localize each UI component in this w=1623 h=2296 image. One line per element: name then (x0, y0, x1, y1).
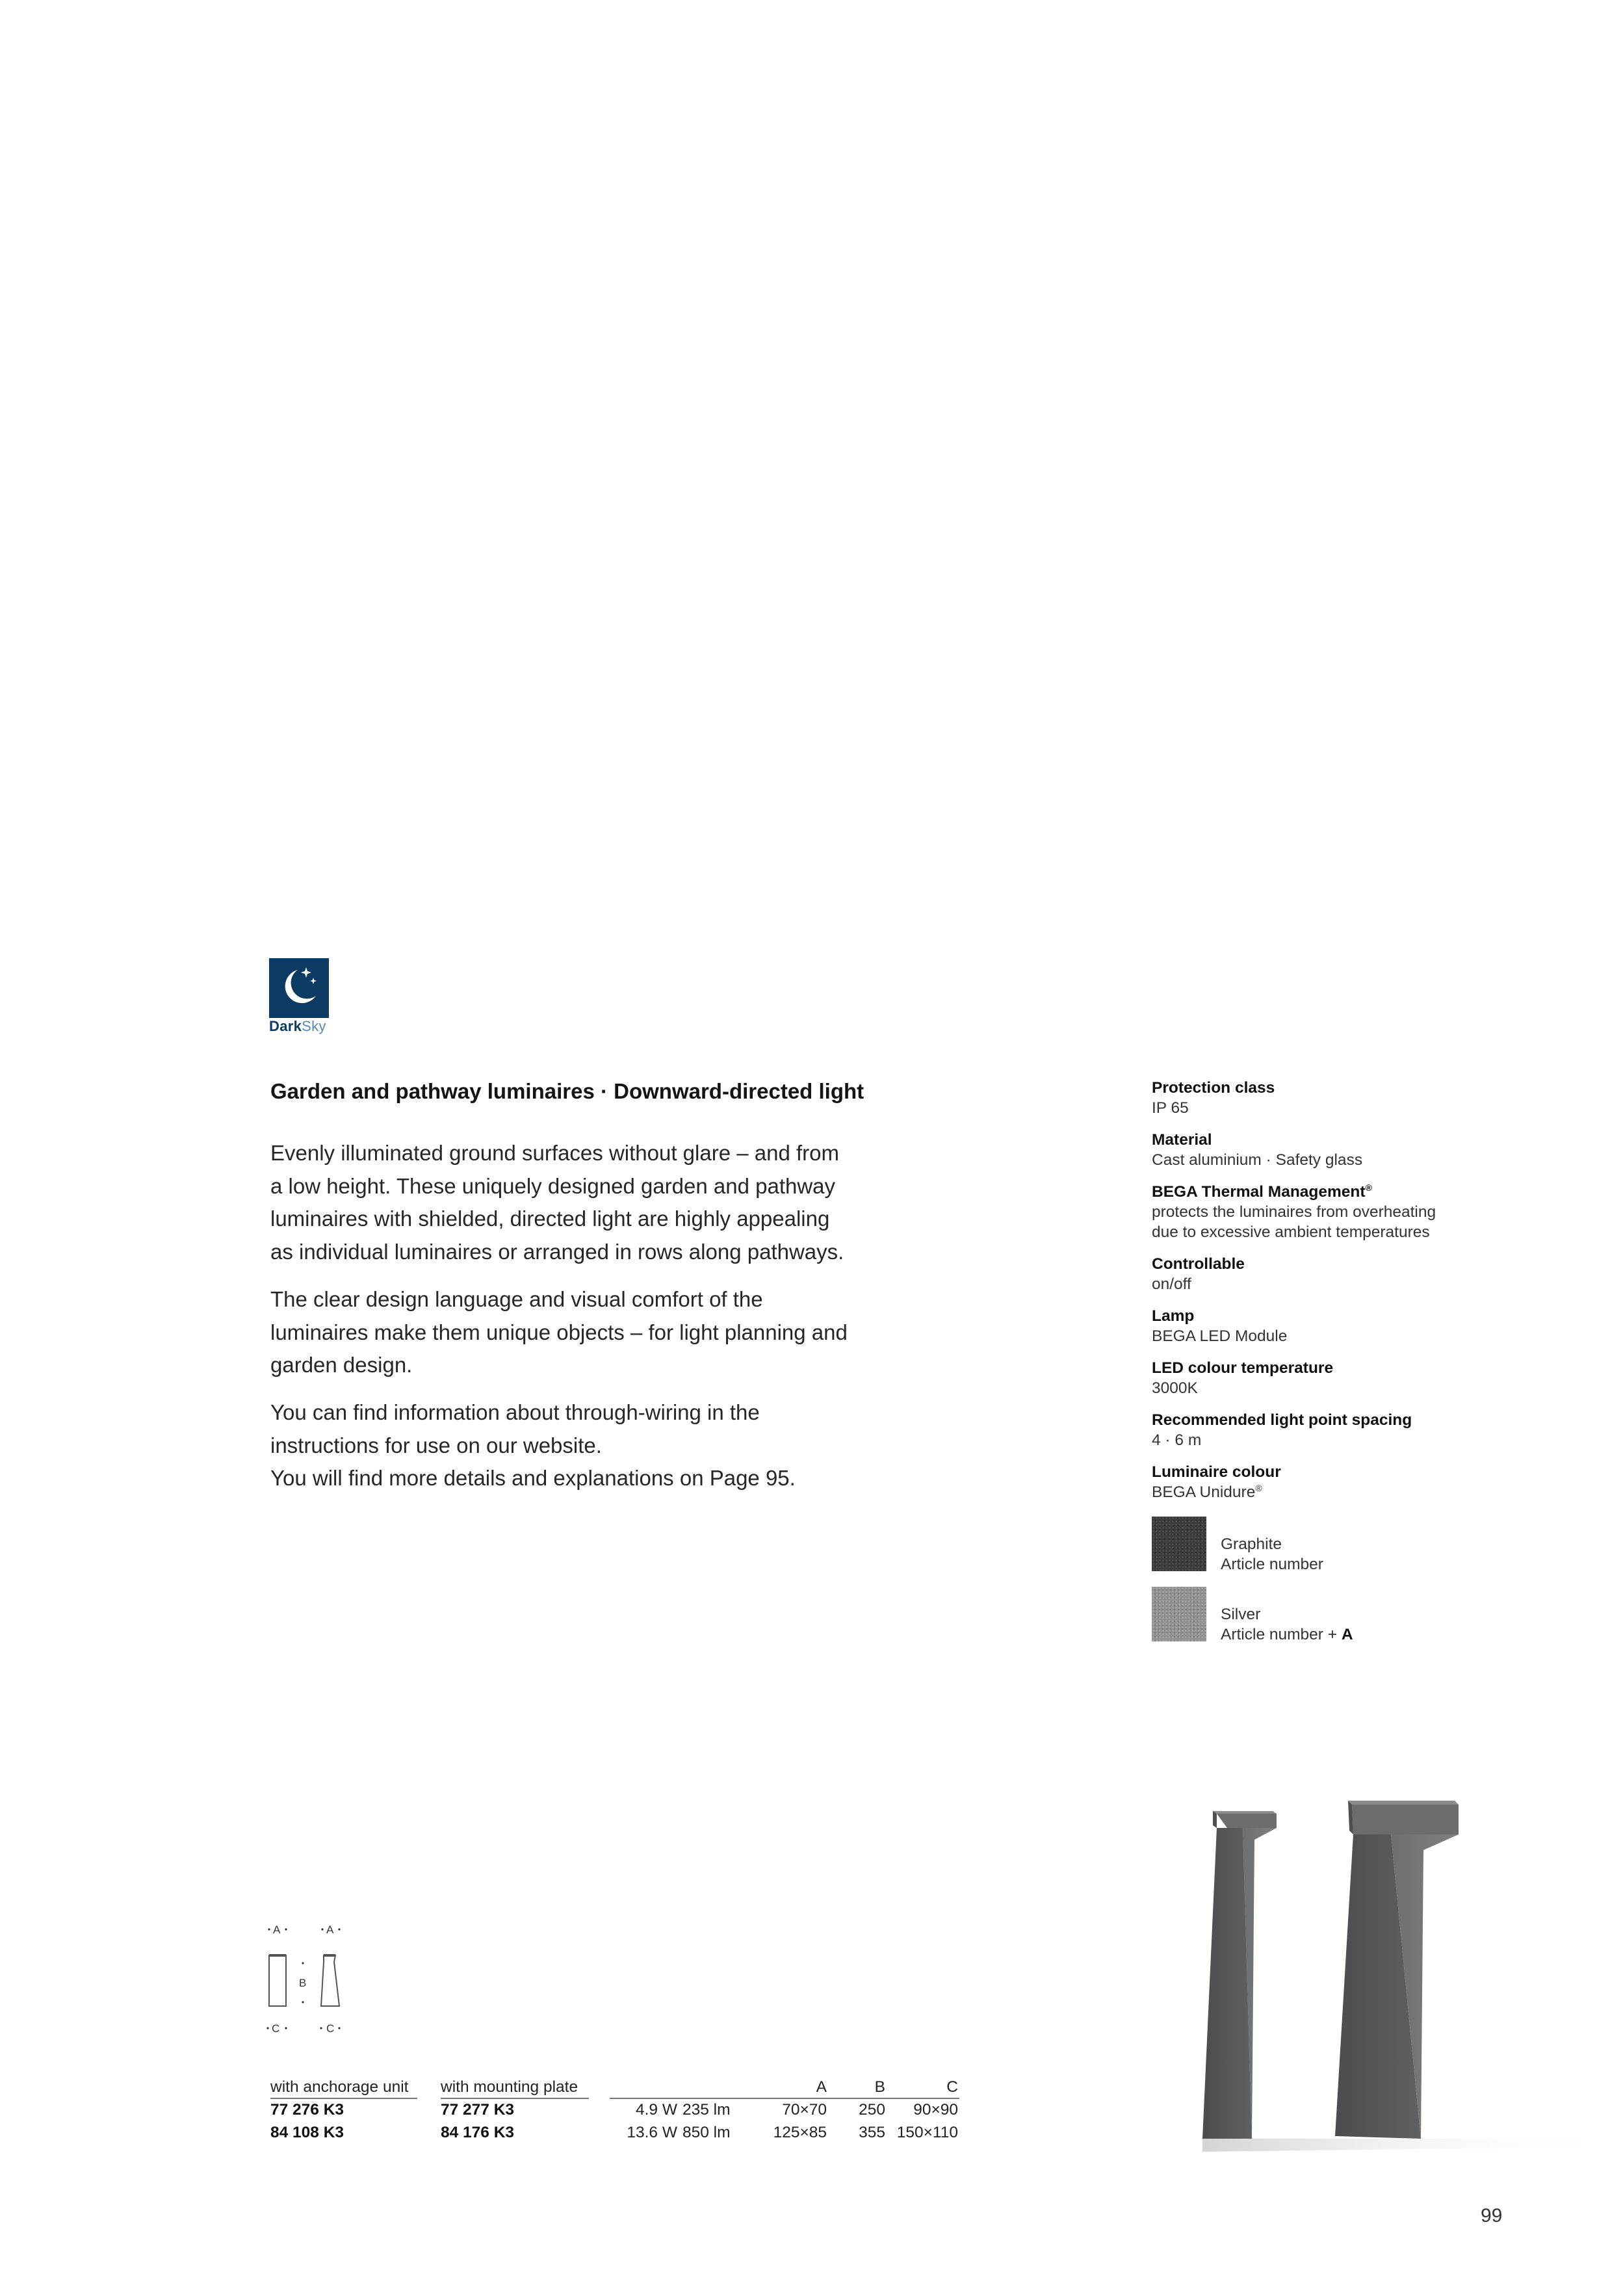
header-b: B (874, 2078, 885, 2096)
small-bollard (1202, 1811, 1277, 2139)
darksky-wordmark: DarkSky (269, 1018, 326, 1034)
spec-protection-class: Protection class IP 65 (1152, 1079, 1275, 1117)
spec-light-point-spacing: Recommended light point spacing 4 · 6 m (1152, 1411, 1412, 1449)
dim-label-a-2: A (326, 1924, 334, 1936)
info-paragraph: You can find information about through-wiring in the instructions for use on our website. You will find more details and explanations on Page 95. (270, 1400, 796, 1490)
spec-lamp: Lamp BEGA LED Module (1152, 1307, 1288, 1345)
article-plate: 84 176 K3 (441, 2124, 515, 2141)
dimension-c: 150×110 (896, 2124, 958, 2141)
graphite-swatch (1152, 1517, 1206, 1571)
spec-list (1152, 1078, 1503, 1514)
design-paragraph: The clear design language and visual comfort of the luminaires make them unique objects – for light planning and garden design. (270, 1287, 848, 1377)
table-header-row (270, 2076, 959, 2099)
header-anchorage: with anchorage unit (270, 2076, 417, 2099)
header-c: C (946, 2078, 958, 2096)
crescent-moon-stars-icon (269, 958, 329, 1018)
product-table (270, 2076, 959, 2145)
spec-luminaire-colour: Luminaire colour BEGA Unidure® (1152, 1463, 1281, 1501)
dimension-a: 70×70 (782, 2101, 827, 2119)
dim-label-c-2: C (326, 2022, 335, 2035)
dimension-b: 355 (859, 2124, 885, 2141)
dim-label-c: C (272, 2022, 280, 2035)
header-mounting-plate: with mounting plate (441, 2076, 589, 2099)
dim-label-a: A (273, 1924, 281, 1936)
table-row (270, 2122, 959, 2145)
page-number: 99 (1481, 2205, 1503, 2226)
luminous-flux: 850 lm (682, 2124, 731, 2141)
graphite-finish-text: Graphite Article number (1221, 1535, 1323, 1573)
dimension-drawing (264, 1924, 361, 2044)
spec-thermal-management: BEGA Thermal Management® protects the luminaires from overheating due to excessive ambient temperatures (1152, 1182, 1436, 1241)
header-rule (610, 2076, 959, 2099)
dimension-c: 90×90 (913, 2101, 958, 2119)
silver-finish-text: Silver Article number + A (1221, 1606, 1353, 1643)
tall-bollard (1335, 1801, 1459, 2139)
dim-label-b: B (299, 1977, 307, 1989)
silver-swatch (1152, 1587, 1206, 1641)
article-anchorage: 84 108 K3 (270, 2124, 344, 2141)
dimension-b: 250 (859, 2101, 885, 2119)
product-illustration (1189, 1801, 1623, 2168)
drawing-angled-variant (320, 1924, 340, 2035)
table-row (270, 2099, 959, 2122)
header-a: A (816, 2078, 827, 2096)
darksky-logo (269, 958, 329, 1018)
article-plate: 77 277 K3 (441, 2101, 515, 2119)
intro-paragraph: Evenly illuminated ground surfaces without glare – and from a low height. These uniquely designed garden and pathway luminaires with shielded, directed light are highly appealing as individual luminaires or arranged in rows along pathways. (270, 1141, 844, 1264)
power: 13.6 W (627, 2124, 677, 2141)
spec-material: Material Cast aluminium · Safety glass (1152, 1131, 1363, 1169)
drawing-straight-variant (266, 1924, 287, 2035)
article-anchorage: 77 276 K3 (270, 2101, 344, 2119)
power: 4.9 W (636, 2101, 677, 2119)
spec-colour-temperature: LED colour temperature 3000K (1152, 1359, 1334, 1397)
spec-controllable: Controllable on/off (1152, 1255, 1245, 1293)
section-headline: Garden and pathway luminaires · Downward-directed light (270, 1079, 864, 1103)
luminous-flux: 235 lm (682, 2101, 731, 2119)
dimension-a: 125×85 (773, 2124, 827, 2141)
